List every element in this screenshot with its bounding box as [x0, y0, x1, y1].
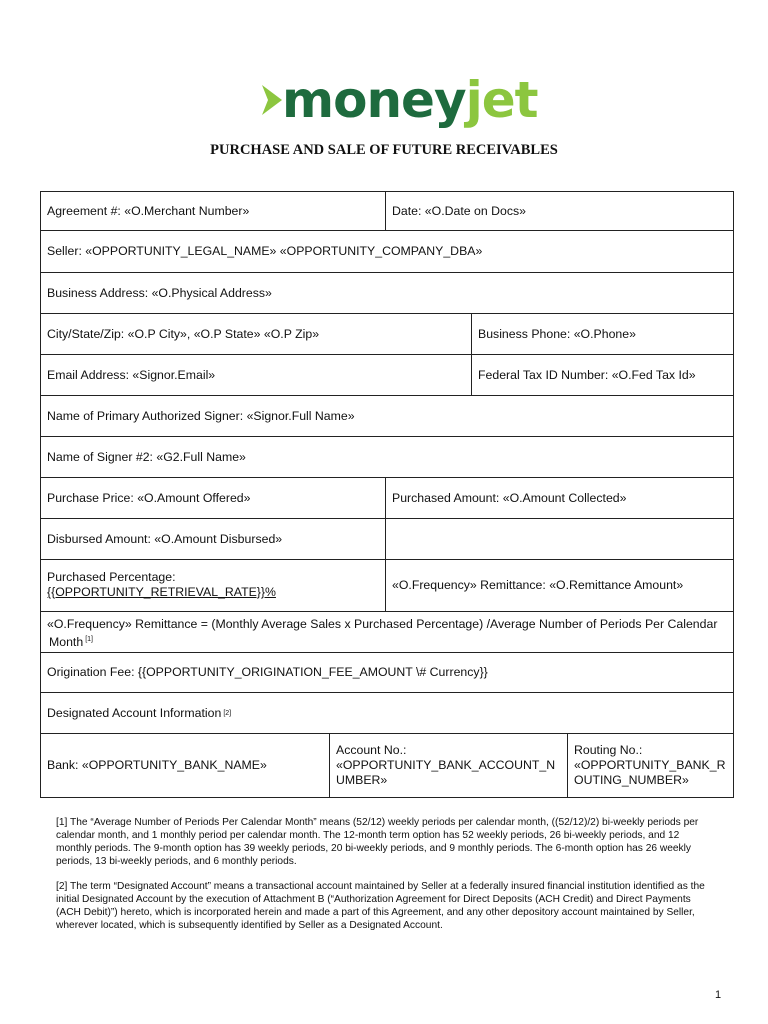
routing-number-cell — [567, 734, 733, 797]
form-row-primary-signer — [40, 396, 734, 437]
form-row-purchase — [40, 478, 734, 519]
logo-wordmark: moneyjet — [282, 71, 538, 129]
designated-account-cell: Designated Account Information [2] — [47, 705, 232, 720]
page-number: 1 — [715, 989, 722, 1001]
frequency-remittance-cell: «O.Frequency» Remittance: «O.Remittance Amount» — [385, 560, 733, 611]
footnote-ref-1[interactable]: [1] — [85, 636, 93, 643]
form-row-designated-account — [40, 693, 734, 734]
signer2-cell: Name of Signer #2: «G2.Full Name» — [47, 449, 246, 464]
footnote-ref-2[interactable]: [2] — [223, 709, 232, 717]
disbursed-amount-cell: Disbursed Amount: «O.Amount Disbursed» — [47, 531, 283, 546]
form-row-seller — [40, 231, 734, 273]
origination-fee-cell: Origination Fee: {{OPPORTUNITY_ORIGINATION_FEE_AMOUNT \# Currency}} — [47, 665, 488, 679]
logo-arrow-icon — [262, 85, 282, 115]
agreement-number-cell: Agreement #: «O.Merchant Number» — [47, 203, 250, 218]
routing-number-label: Routing No.: — [574, 743, 643, 757]
remittance-formula-line2: Month [1] — [49, 635, 93, 650]
footnote-1: [1] The “Average Number of Periods Per Calendar Month” means (52/12) weekly periods per calendar month, ((52/12)/2) bi-weekly periods per calendar month, and 1 monthly period per calendar month. The 12-month term option has 52 weekly periods, 26 bi-weekly periods, and 12 monthly periods. The 9-month option has 39 weekly periods, 20 bi-weekly periods, and 9 monthly periods. The 6-month option has 26 weekly periods, 13 bi-weekly periods, and 6 monthly periods. — [56, 817, 699, 867]
footnotes — [56, 816, 716, 944]
purchase-price-cell: Purchase Price: «O.Amount Offered» — [47, 490, 251, 505]
purchased-percentage-value: {{OPPORTUNITY_RETRIEVAL_RATE}}% — [47, 585, 276, 599]
federal-tax-id-cell: Federal Tax ID Number: «O.Fed Tax Id» — [471, 355, 733, 395]
moneyjet-logo — [262, 62, 538, 138]
form-row-city-phone — [40, 314, 734, 355]
bank-name-cell: Bank: «OPPORTUNITY_BANK_NAME» — [47, 758, 267, 772]
form-row-bank — [40, 734, 734, 798]
document-title: PURCHASE AND SALE OF FUTURE RECEIVABLES — [210, 142, 558, 158]
purchased-percentage-cell — [41, 560, 385, 611]
purchased-percentage-label: Purchased Percentage: — [47, 570, 176, 584]
account-number-label: Account No.: — [336, 743, 407, 757]
remittance-formula-cell — [41, 612, 733, 652]
form-row-email-tax — [40, 355, 734, 396]
primary-signer-cell: Name of Primary Authorized Signer: «Signor.Full Name» — [47, 408, 355, 423]
date-cell: Date: «O.Date on Docs» — [385, 192, 733, 230]
email-cell: Email Address: «Signor.Email» — [47, 367, 216, 382]
agreement-form-table — [40, 191, 734, 798]
business-address-cell: Business Address: «O.Physical Address» — [47, 285, 272, 300]
empty-cell — [385, 519, 733, 559]
business-phone-cell: Business Phone: «O.Phone» — [471, 314, 733, 354]
purchased-amount-cell: Purchased Amount: «O.Amount Collected» — [385, 478, 733, 518]
seller-cell: Seller: «OPPORTUNITY_LEGAL_NAME» «OPPORTUNITY_COMPANY_DBA» — [47, 244, 483, 258]
remittance-formula-line1: «O.Frequency» Remittance = (Monthly Average Sales x Purchased Percentage) /Average Number of Periods Per Calendar — [47, 617, 718, 631]
form-row-remittance-formula — [40, 612, 734, 653]
form-row-disbursed — [40, 519, 734, 560]
city-state-zip-cell: City/State/Zip: «O.P City», «O.P State» «O.P Zip» — [47, 326, 320, 341]
form-row-agreement — [40, 191, 734, 231]
account-number-value-2: UMBER» — [336, 773, 388, 787]
form-row-percentage — [40, 560, 734, 612]
account-number-cell — [329, 734, 567, 797]
form-row-business-address — [40, 273, 734, 314]
account-number-value-1: «OPPORTUNITY_BANK_ACCOUNT_N — [336, 758, 556, 772]
routing-number-value-2: OUTING_NUMBER» — [574, 773, 689, 787]
form-row-signer2 — [40, 437, 734, 478]
footnote-2: [2] The term “Designated Account” means a transactional account maintained by Seller at a federally insured financial institution identified as the initial Designated Account by the execution of Attachment B (“Authorization Agreement for Direct Deposits (ACH Credit) and Direct Payments (ACH Debit)”) hereto, which is incorporated herein and made a part of this Agreement, and any other depository account maintained by Seller, wherever located, which is subsequently identified by Seller as a Designated Account. — [56, 881, 705, 931]
form-row-origination-fee — [40, 653, 734, 693]
routing-number-value-1: «OPPORTUNITY_BANK_R — [574, 758, 726, 772]
